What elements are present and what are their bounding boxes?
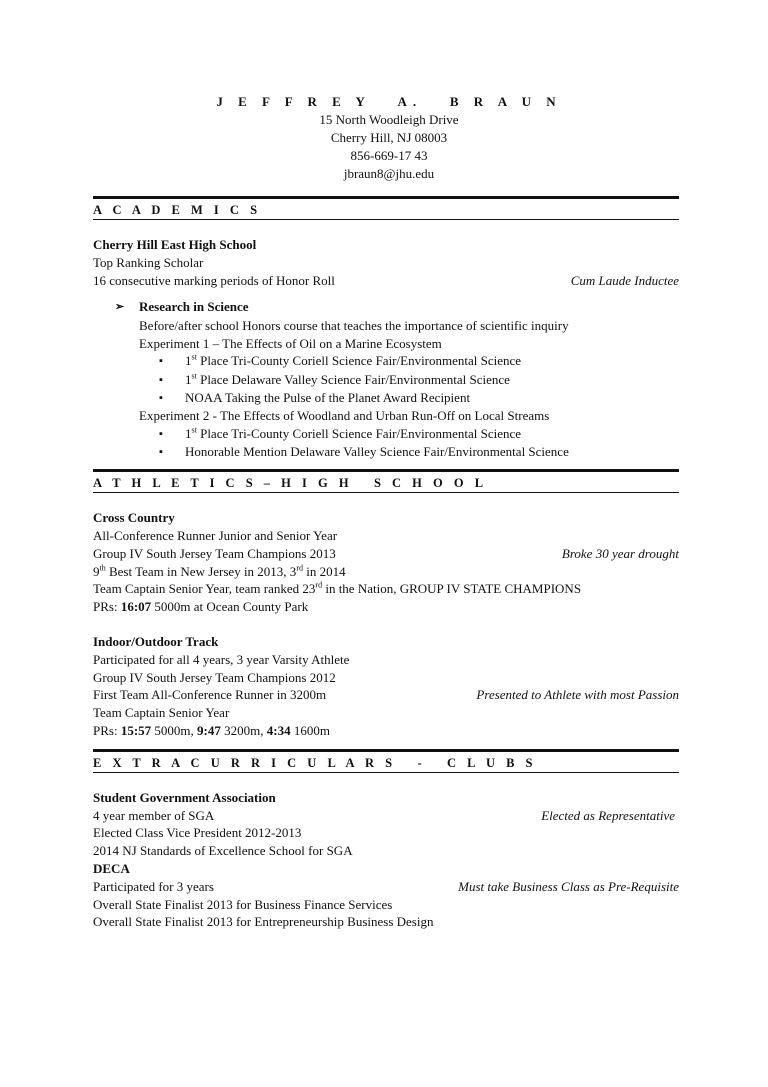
list-item: ▪ Honorable Mention Delaware Valley Science Fair/Environmental Science	[93, 443, 679, 461]
sga-line: 4 year member of SGA Elected as Representative	[93, 807, 679, 825]
athletics-section	[93, 469, 679, 740]
track-prs: PRs: 15:57 5000m, 9:47 3200m, 4:34 1600m	[93, 723, 330, 739]
xc-line: Group IV South Jersey Team Champions 2013 Broke 30 year drought	[93, 545, 679, 561]
sga-title: Student Government Association	[93, 789, 276, 805]
research-heading: ➢ Research in Science	[93, 298, 679, 317]
extracurriculars-section	[93, 749, 679, 931]
city-line: Cherry Hill, NJ 08003	[330, 130, 448, 145]
sga-line: Elected Class Vice President 2012-2013	[93, 825, 302, 841]
xc-note: Broke 30 year drought	[561, 545, 679, 561]
xc-line: All-Conference Runner Junior and Senior Year	[93, 528, 338, 544]
deca-title: DECA	[93, 861, 130, 877]
xc-prs: PRs: 16:07 5000m at Ocean County Park	[93, 599, 309, 615]
list-item: ▪ 1st Place Tri-County Coriell Science Fair/Environmental Science	[93, 352, 679, 370]
academics-line: Top Ranking Scholar	[93, 254, 204, 270]
address-line: 15 North Woodleigh Drive	[319, 112, 459, 127]
list-item: ▪ 1st Place Delaware Valley Science Fair/Environmental Science	[93, 371, 679, 389]
track-line: Group IV South Jersey Team Champions 2012	[93, 669, 336, 685]
xc-line: Team Captain Senior Year, team ranked 23rd in the Nation, GROUP IV STATE CHAMPIONS	[93, 581, 582, 597]
phone-line: 856-669-17 43	[350, 148, 428, 163]
track-line: First Team All-Conference Runner in 3200m Presented to Athlete with most Passion	[93, 687, 679, 703]
honor-note: Cum Laude Inductee	[570, 272, 679, 288]
deca-line: Overall State Finalist 2013 for Entrepreneurship Business Design	[93, 914, 434, 930]
cross-country-title: Cross Country	[93, 510, 175, 526]
deca-note: Must take Business Class as Pre-Requisite	[458, 878, 679, 894]
academics-title: A C A D E M I C S	[93, 196, 679, 220]
track-title: Indoor/Outdoor Track	[93, 634, 219, 650]
experiment-1: Experiment 1 – The Effects of Oil on a Marine Ecosystem	[139, 335, 442, 351]
xc-line: 9th Best Team in New Jersey in 2013, 3rd in 2014	[93, 563, 346, 579]
sga-note: Elected as Representative	[541, 807, 675, 823]
sga-line: 2014 NJ Standards of Excellence School for SGA	[93, 843, 353, 859]
deca-line: Overall State Finalist 2013 for Business Finance Services	[93, 896, 393, 912]
extracurriculars-title: E X T R A C U R R I C U L A R S - C L U B S	[93, 749, 679, 773]
athletics-title: A T H L E T I C S – H I G H S C H O O L	[93, 469, 679, 493]
academics-section	[93, 196, 679, 461]
resume-header	[93, 0, 679, 183]
research-desc: Before/after school Honors course that teaches the importance of scientific inquiry	[139, 317, 569, 333]
arrow-bullet-icon: ➢	[115, 301, 125, 314]
school-name: Cherry Hill East High School	[93, 237, 257, 252]
deca-line: Participated for 3 years Must take Business Class as Pre-Requisite	[93, 878, 679, 894]
list-item: ▪ 1st Place Tri-County Coriell Science Fair/Environmental Science	[93, 425, 679, 443]
track-line: Participated for all 4 years, 3 year Varsity Athlete	[93, 651, 350, 667]
email-line: jbraun8@jhu.edu	[343, 166, 435, 181]
track-line: Team Captain Senior Year	[93, 705, 230, 721]
applicant-name: J E F F R E Y A. B R A U N	[216, 94, 562, 109]
experiment-2: Experiment 2 - The Effects of Woodland and Urban Run-Off on Local Streams	[139, 408, 550, 424]
resume-page	[93, 0, 679, 931]
academics-line: 16 consecutive marking periods of Honor Roll Cum Laude Inductee	[93, 272, 679, 288]
list-item: ▪ NOAA Taking the Pulse of the Planet Award Recipient	[93, 389, 679, 407]
track-note: Presented to Athlete with most Passion	[476, 687, 679, 703]
